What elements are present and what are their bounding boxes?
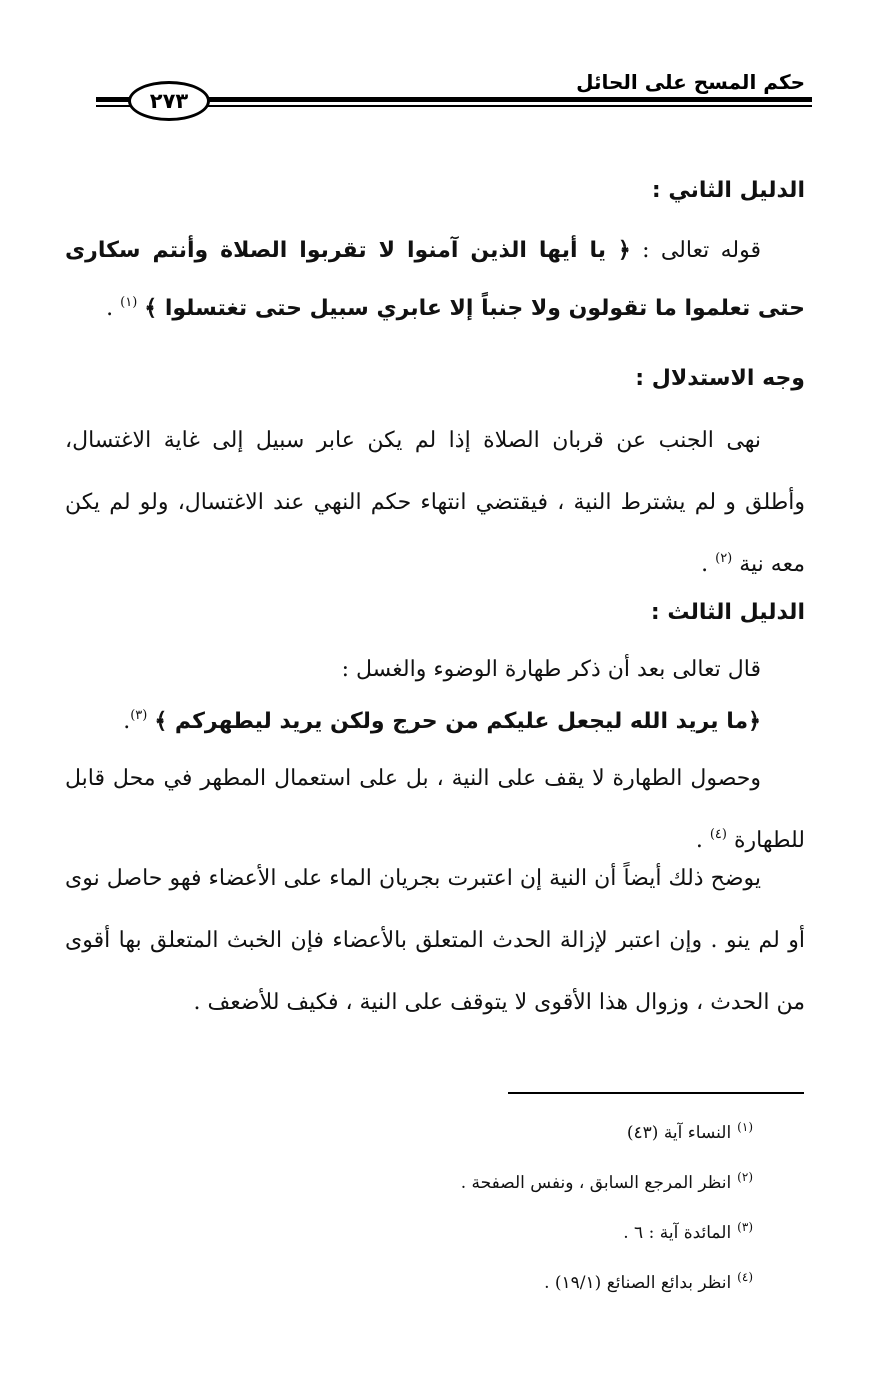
second-evidence-end: . xyxy=(106,296,121,321)
heading-third-evidence: الدليل الثالث : xyxy=(650,600,805,625)
heading-inference: وجه الاستدلال : xyxy=(635,366,805,391)
second-evidence-paragraph xyxy=(65,222,805,338)
footnotes xyxy=(233,1108,753,1308)
footnote-ref-4: (٤) xyxy=(709,827,727,842)
third-evidence-end: . xyxy=(695,828,710,853)
inference-end: . xyxy=(701,552,716,577)
third-evidence-verse-end: . xyxy=(123,709,131,734)
third-evidence-text: وحصول الطهارة لا يقف على النية ، بل على استعمال المطهر في محل قابل للطهارة xyxy=(65,766,805,853)
footnote-4 xyxy=(233,1258,753,1308)
footnote-1-text: النساء آية (٤٣) xyxy=(626,1123,732,1143)
section-third-evidence xyxy=(65,582,805,872)
footnote-2-text: انظر المرجع السابق ، ونفس الصفحة . xyxy=(460,1173,732,1193)
heading-second-evidence: الدليل الثاني : xyxy=(651,178,805,203)
clarification-paragraph: يوضح ذلك أيضاً أن النية إن اعتبرت بجريان الماء على الأعضاء فهو حاصل نوى أو لم ينو . وإن اعتبر لإزالة الحدث المتعلق بالأعضاء فإن الخبث المتعلق بها أقوى من الحدث ، وزوال هذا الأقوى لا يتوقف على النية ، فكيف للأضعف . xyxy=(65,866,805,1015)
third-evidence-intro: قال تعالى بعد أن ذكر طهارة الوضوء والغسل : xyxy=(341,657,761,682)
inference-text: نهى الجنب عن قربان الصلاة إذا لم يكن عابر سبيل إلى غاية الاغتسال، وأطلق و لم يشترط النية ، فيقتضي انتهاء حكم النهي عند الاغتسال، ولو لم يكن معه نية xyxy=(65,428,805,577)
footnote-3 xyxy=(233,1208,753,1258)
footnote-3-text: المائدة آية : ٦ . xyxy=(623,1223,732,1243)
footnote-ref-2: (٢) xyxy=(715,551,733,566)
page-number: ٢٧٣ xyxy=(128,81,210,121)
quran-verse-maidah: ﴿ما يريد الله ليجعل عليكم من حرج ولكن يريد ليطهركم ﴾ xyxy=(154,709,761,734)
third-evidence-verse-line xyxy=(65,696,805,748)
footnote-2-mark: (٢) xyxy=(737,1170,753,1184)
running-title: حكم المسح على الحائل xyxy=(576,70,805,94)
section-clarification xyxy=(65,848,805,1034)
footnote-ref-3: (٣) xyxy=(130,708,148,723)
section-second-evidence xyxy=(65,160,805,338)
footnote-1 xyxy=(233,1108,753,1158)
inference-paragraph xyxy=(65,410,805,596)
footnote-separator xyxy=(508,1092,804,1094)
footnote-ref-1: (١) xyxy=(120,295,138,310)
footnote-4-text: انظر بدائع الصنائع (١٩/١) . xyxy=(544,1273,732,1293)
second-evidence-intro: قوله تعالى : xyxy=(630,238,761,263)
footnote-3-mark: (٣) xyxy=(737,1220,753,1234)
footnote-2 xyxy=(233,1158,753,1208)
footnote-1-mark: (١) xyxy=(737,1120,753,1134)
section-inference xyxy=(65,348,805,596)
quran-verse-nisa: ﴿ يا أيها الذين آمنوا لا تقربوا الصلاة وأنتم سكارى حتى تعلموا ما تقولون ولا جنباً إلا عابري سبيل حتى تغتسلوا ﴾ xyxy=(65,238,805,321)
footnote-4-mark: (٤) xyxy=(737,1270,753,1284)
